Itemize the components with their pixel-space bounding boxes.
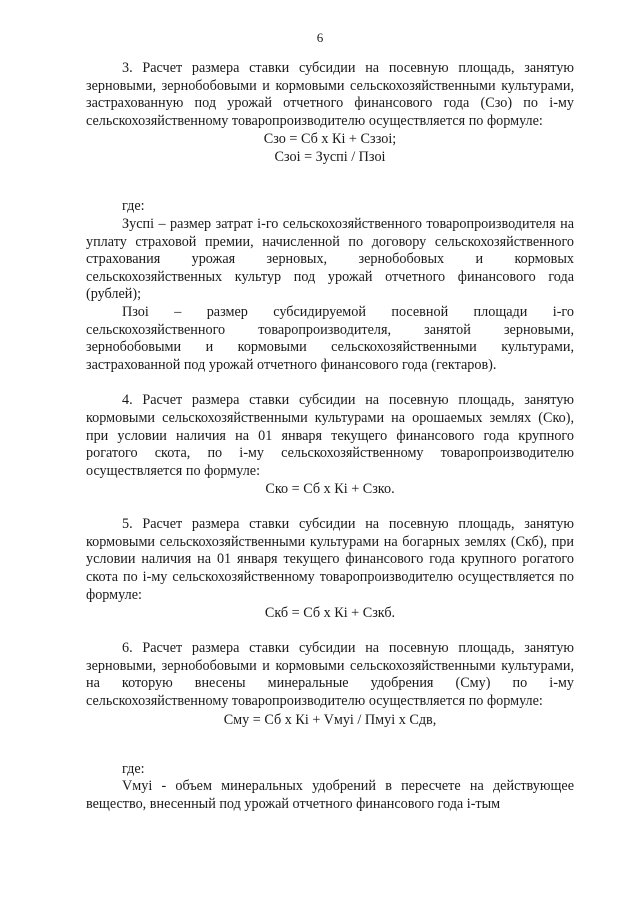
section-6-formula: Сму = Сб х Кi + Vмуi / Пмуi х Сдв,: [223, 711, 437, 728]
section-5-formula: Скб = Сб х Кi + Сзкб.: [264, 605, 396, 622]
section-6-definition-1: Vмуi - объем минеральных удобрений в пересчете на действующее вещество, внесенный под урожай отчетного финансового года i-тым: [86, 778, 574, 812]
section-3-formula-2: Сзоi = Зуспi / Пзоi: [274, 149, 386, 166]
section-3-where: где:: [122, 198, 145, 215]
document-body: [86, 60, 574, 813]
section-5-text: 5. Расчет размера ставки субсидии на посевную площадь, занятую кормовыми сельскохозяйственными культурами на богарных землях (Скб), при условии наличия на 01 января текущего финансового года крупного рогатого скота по i-му сельскохозяйственному товаропроизводителю осуществляется по формуле:: [86, 516, 574, 603]
section-6-text: 6. Расчет размера ставки субсидии на посевную площадь, занятую зерновыми, зернобобовыми и кормовыми сельскохозяйственными культурами, на которую внесены минеральные удобрения (Сму) по i-му сельскохозяйственному товаропроизводителю осуществляется по формуле:: [86, 640, 574, 710]
section-3-text: 3. Расчет размера ставки субсидии на посевную площадь, занятую зерновыми, зернобобовыми и кормовыми сельскохозяйственными культурами, застрахованную под урожай отчетного финансового года (Сзо) по i-му сельскохозяйственному товаропроизводителю осуществляется по формуле:: [86, 60, 574, 129]
section-4-formula: Ско = Сб х Кi + Сзко.: [265, 481, 395, 498]
section-3-definition-2: Пзоi – размер субсидируемой посевной площади i-го сельскохозяйственного товаропроизводителя, занятой зерновыми, зернобобовыми и кормовыми сельскохозяйственными культурами, застрахованной под урожай отчетного финансового года (гектаров).: [86, 303, 574, 373]
section-4-text: 4. Расчет размера ставки субсидии на посевную площадь, занятую кормовыми сельскохозяйственными культурами на орошаемых землях (Ско), при условии наличия на 01 января текущего финансового года крупного рогатого скота, по i-му сельскохозяйственному товаропроизводителю осуществляется по формуле:: [86, 392, 574, 479]
section-3-formula-1: Сзо = Сб х Кi + Сззоi;: [263, 131, 397, 148]
section-6-where: где:: [122, 760, 145, 777]
page-number: 6: [316, 30, 324, 45]
section-3-definition-1: Зуспi – размер затрат i-го сельскохозяйственного товаропроизводителя на уплату страховой премии, начисленной по договору сельскохозяйственного страхования урожая зерновых, зернобобовых и кормовых сельскохозяйственных культур под урожай отчетного финансового года (рублей);: [86, 215, 574, 303]
